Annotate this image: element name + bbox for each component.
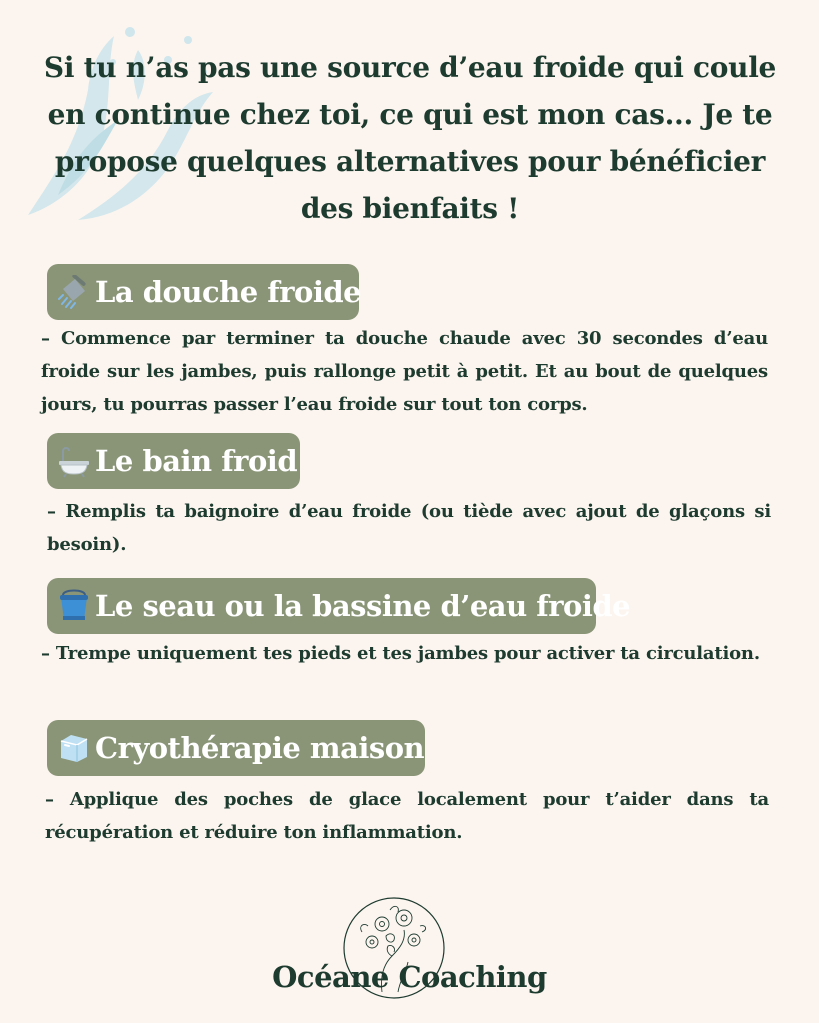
shower-icon [57,275,91,309]
section-heading-label: Le bain froid [95,444,298,478]
section-heading-seau [47,578,631,634]
bucket-icon [57,589,91,623]
section-heading-label: Cryothérapie maison [95,731,425,765]
ice-cube-icon [57,731,91,765]
section-text-cryotherapie: – Applique des poches de glace localement pour t’aider dans ta récupération et réduire ton inflammation. [45,789,769,843]
section-heading-label: La douche froide [95,275,362,309]
bathtub-icon [57,444,91,478]
section-text-douche: – Commence par terminer ta douche chaude avec 30 secondes d’eau froide sur les jambes, puis rallonge petit à petit. Et au bout de quelques jours, tu pourras passer l’eau froide sur tout ton corps. [41,328,768,415]
section-heading-douche [47,264,362,320]
section-heading-bain [47,433,300,489]
section-heading-cryotherapie [47,720,425,776]
section-text-seau: – Trempe uniquement tes pieds et tes jambes pour activer ta circulation. [41,643,760,664]
page-title: Si tu n’as pas une source d’eau froide qui coule en continue chez toi, ce qui est mon cas... Je te propose quelques alternatives pour bénéficier des bienfaits ! [43,51,777,225]
section-text-bain: – Remplis ta baignoire d’eau froide (ou tiède avec ajout de glaçons si besoin). [47,501,771,555]
section-heading-label: Le seau ou la bassine d’eau froide [95,589,631,623]
brand-name: Océane Coaching [272,960,547,994]
